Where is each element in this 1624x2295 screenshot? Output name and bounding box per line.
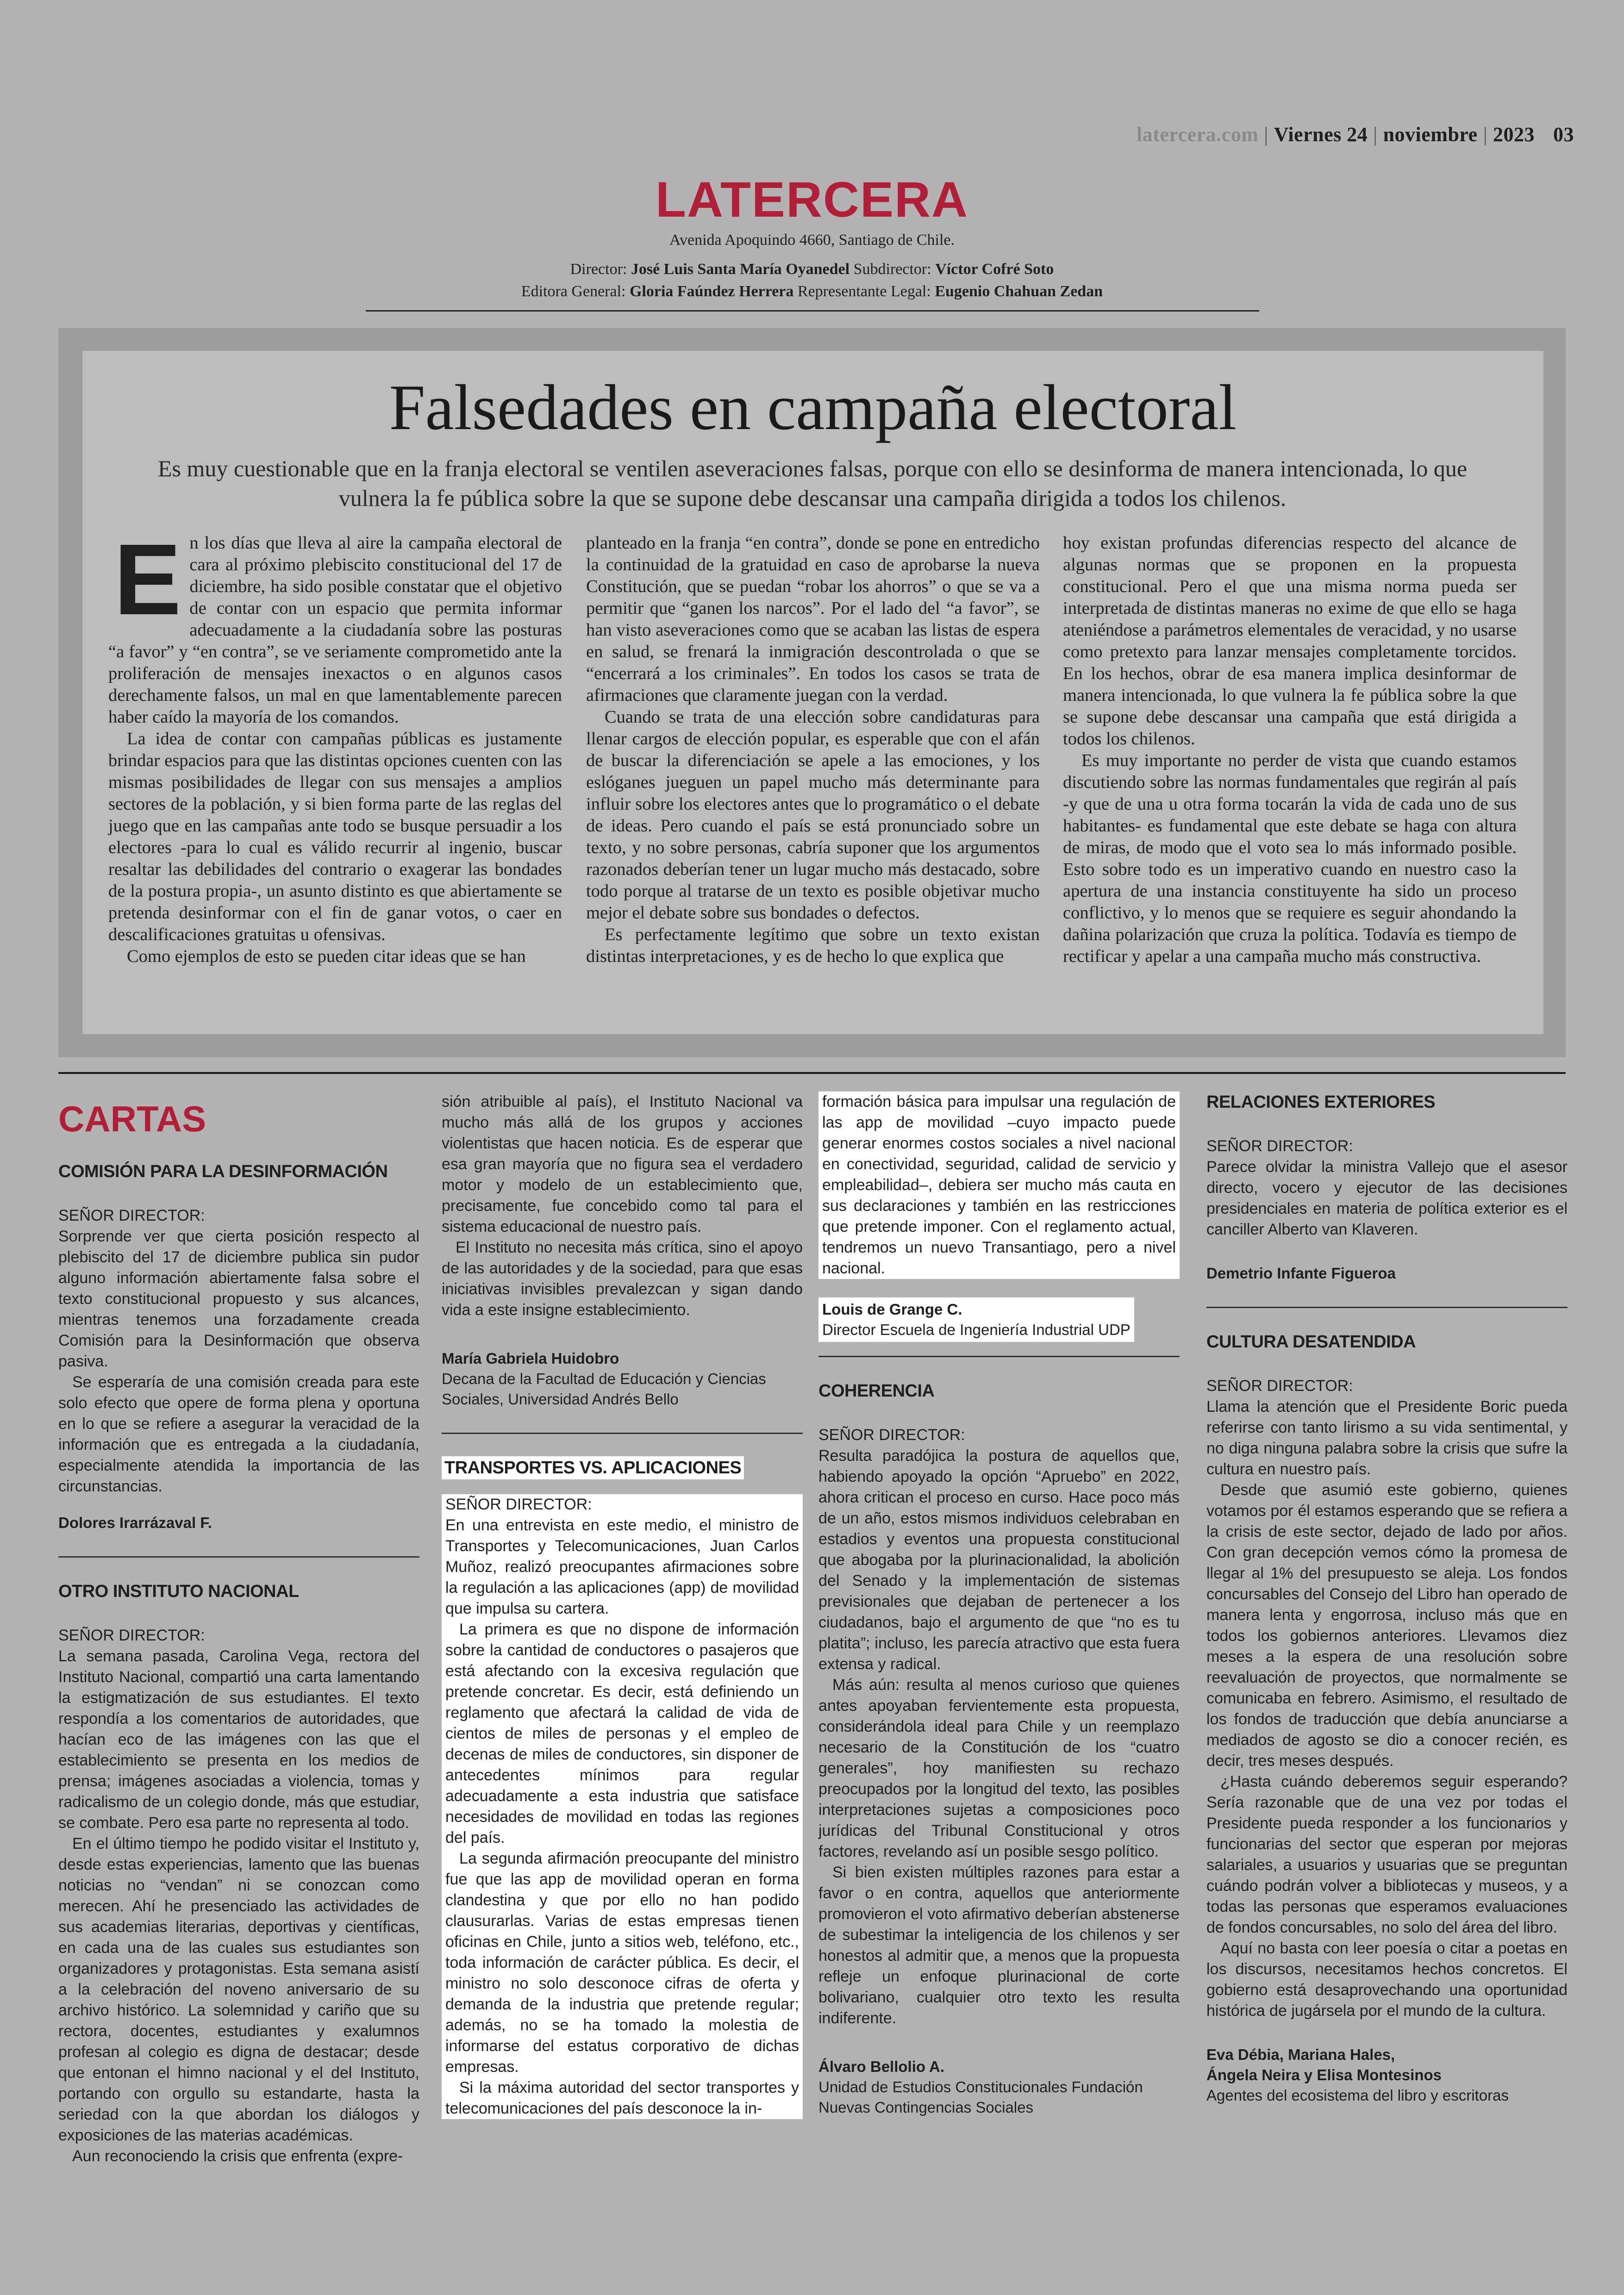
letter-signature: Louis de Grange C. bbox=[822, 1301, 962, 1318]
letters-column-3 bbox=[818, 1091, 1180, 2118]
column-divider bbox=[58, 1556, 419, 1558]
newspaper-address: Avenida Apoquindo 4660, Santiago de Chile. bbox=[669, 231, 955, 249]
letter-affiliation: Unidad de Estudios Constitucionales Fundación Nuevas Contingencias Sociales bbox=[818, 2078, 1143, 2116]
page-header-line: latercera.com | Viernes 24 | noviembre | 2023 03 bbox=[1136, 123, 1574, 146]
director-label: Director: bbox=[570, 261, 627, 278]
letter-paragraph: Desde que asumió este gobierno, quienes votamos por él estamos esperando que se refiera a la crisis de este sector, dejado de lado por años. Con gran decepción vemos cómo la promesa de llegar al 1% del presupuesto se aleja. Los fondos concursables del Consejo del Libro han operado de manera lenta y engorrosa, incluso más que en todos los gobiernos anteriores. Llevamos diez meses a la espera de una resolución sobre reevaluación de proyectos, que normalmente se comunicaba en febrero. Asimismo, el resultado de los fondos de traducción que debía anunciarse a mediados de agosto se dio a conocer recién, es decir, tres meses después. bbox=[1206, 1481, 1568, 1770]
letter-affiliation: Decana de la Facultad de Educación y Ciencias Sociales, Universidad Andrés Bello bbox=[442, 1370, 766, 1408]
newspaper-staff bbox=[0, 258, 1624, 303]
editorial-paragraph: La idea de contar con campañas públicas es justamente brindar espacios para que las distintas opciones cuenten con las mismas posibilidades de llegar con sus mensajes a amplios sectores de la población, y si bien forma parte de las reglas del juego que en las campañas ante todo se busque persuadir a los electores -para lo cual es válido recurrir al ingenio, buscar resaltar las debilidades del contrario o exagerar las bondades de la postura propia-, un asunto distinto es que abiertamente se pretenda desinformar con el fin de ganar votos, o caer en descalificaciones gratuitas u ofensivas. bbox=[108, 729, 562, 944]
letter-paragraph: Aquí no basta con leer poesía o citar a poetas en los discursos, necesitamos hechos concretos. El gobierno está desaprovechando una oportunidad histórica de jugársela por el mundo de la cultura. bbox=[1206, 1940, 1568, 2020]
letter-heading: OTRO INSTITUTO NACIONAL bbox=[58, 1582, 299, 1601]
editorial-paragraph: hoy existan profundas diferencias respecto del alcance de algunas normas que se proponen en la propuesta constitucional. Pero el que una misma norma pueda ser interpretada de distintas maneras no exime de que ello se haga ateniéndose a parámetros elementales de veracidad, y no usarse como pretexto para lanzar mensajes completamente torcidos. En los hechos, obrar de esa manera implica desinformar de manera intencionada, lo que vulnera la fe pública sobre la que se supone debe descansar una campaña que está dirigida a todos los chilenos. bbox=[1063, 533, 1517, 748]
letter-paragraph: sión atribuible al país), el Instituto Nacional va mucho más allá de los grupos y acciones violentistas que hacen noticia. Es de esperar que esa gran mayoría que no figura sea el verdadero motor y modelo de un establecimiento que, precisamente, fue concebido como tal para el sistema educacional de nuestro país. bbox=[442, 1093, 803, 1235]
letter-heading: CULTURA DESATENDIDA bbox=[1206, 1332, 1416, 1352]
letter-paragraph: La primera es que no dispone de información sobre la cantidad de conductores o pasajeros que está afectando con la excesiva regulación que pretende concretar. Es decir, está definiendo un reglamento que afectará la calidad de vida de cientos de miles de personas y el empleo de decenas de miles de conductores, sin disponer de antecedentes mínimos para regular adecuadamente a esta industria que satisface necesidades de movilidad en todas las regiones del país. bbox=[445, 1621, 799, 1846]
editorial-column-3 bbox=[1063, 532, 1517, 967]
letter-paragraph: La segunda afirmación preocupante del ministro fue que las app de movilidad operan en forma clandestina y que por ello no han podido clausurarlas. Varias de estas empresas tienen oficinas en Chile, junto a sitios web, teléfono, etc., toda información de carácter pública. Es decir, el ministro no solo desconoce cifras de oferta y demanda de la industria que pretende regular; además, no se ha tomado la molestia de informarse del estatus corporativo de dichas empresas. bbox=[445, 1850, 799, 2076]
letter-highlight-block bbox=[818, 1091, 1180, 1279]
letters-column-4 bbox=[1206, 1091, 1568, 2106]
letter-paragraph: Sorprende ver que cierta posición respecto al plebiscito del 17 de diciembre publica sin pudor alguno información abiertamente falsa sobre el texto constitucional propuesto y sus alcances, mientras tenemos una forzadamente creada Comisión para la Desinformación que observa pasiva. bbox=[58, 1228, 419, 1370]
director-name: José Luis Santa María Oyanedel bbox=[631, 261, 850, 278]
letter-paragraph: Si la máxima autoridad del sector transportes y telecomunicaciones del país desconoce la in- bbox=[445, 2079, 799, 2117]
letters-column-1 bbox=[58, 1161, 419, 2167]
letter-heading: COHERENCIA bbox=[818, 1381, 935, 1401]
subdirector-name: Víctor Cofré Soto bbox=[935, 261, 1054, 278]
cartas-section-title: CARTAS bbox=[58, 1098, 206, 1139]
legal-name: Eugenio Chahuan Zedan bbox=[935, 283, 1103, 300]
column-divider bbox=[442, 1433, 803, 1434]
editorial-dropcap: E bbox=[114, 524, 181, 636]
letter-signature: Ángela Neira y Elisa Montesinos bbox=[1206, 2066, 1442, 2083]
editorial-subtitle: Es muy cuestionable que en la franja electoral se ventilen aseveraciones falsas, porque con ello se desinforma de manera intencionada, lo que vulnera la fe pública sobre la que se supone debe descansar una campaña dirigida a todos los chilenos. bbox=[157, 455, 1468, 511]
letters-column-2 bbox=[442, 1091, 803, 2119]
letter-paragraph: Más aún: resulta al menos curioso que quienes antes apoyaban fervientemente esta propuesta, considerándola ideal para Chile y un reemplazo necesario de la Constitución de los “cuatro generales”, hoy manifiesten su rechazo preocupados por la longitud del texto, las posibles interpretaciones sujetas a composiciones poco jurídicas del Tribunal Constitucional y otros factores, revelando así un posible sesgo político. bbox=[818, 1676, 1180, 1860]
editorial-title: Falsedades en campaña electoral bbox=[389, 372, 1237, 443]
letter-heading bbox=[442, 1457, 803, 1478]
letter-paragraph: Parece olvidar la ministra Vallejo que el asesor directo, vocero y ejecutor de las decisiones presidenciales en materia de política exterior es el canciller Alberto van Klaveren. bbox=[1206, 1158, 1568, 1238]
letter-affiliation: Agentes del ecosistema del libro y escritoras bbox=[1206, 2087, 1509, 2104]
editorial-column-1 bbox=[108, 524, 562, 967]
letter-salutation: SEÑOR DIRECTOR: bbox=[58, 1627, 205, 1644]
letter-paragraph: En una entrevista en este medio, el ministro de Transportes y Telecomunicaciones, Juan Carlos Muñoz, realizó preocupantes afirmaciones sobre la regulación a las aplicaciones (app) de movilidad que impulsa su cartera. bbox=[445, 1516, 799, 1617]
letter-salutation: SEÑOR DIRECTOR: bbox=[58, 1207, 205, 1224]
header-day: Viernes 24 bbox=[1274, 123, 1368, 146]
letter-paragraph: Resulta paradójica la postura de aquellos que, habiendo apoyado la opción “Apruebo” en 2022, ahora critican el proceso en curso. Hace poco más de un año, estos mismos individuos celebraban en estadios y eventos una propuesta constitucional que abogaba por la plurinacionalidad, la abolición del Senado y la implementación de sistemas previsionales que dejaban de pertenecer a los ciudadanos, bajo el argumento de que “no es tu platita”; incluso, les parecía atractivo que esta fuera extensa y radical. bbox=[818, 1447, 1180, 1673]
editor-label: Editora General: bbox=[521, 283, 626, 300]
letter-signature-block bbox=[818, 1297, 1134, 1342]
column-divider bbox=[818, 1356, 1180, 1357]
newspaper-logo: LATERCERA bbox=[656, 171, 968, 227]
letter-paragraph: En el último tiempo he podido visitar el Instituto y, desde estas experiencias, lamento que las buenas noticias no “vendan” ni se conozcan como merecen. Ahí he presenciado las actividades de sus academias literarias, deportivas y científicas, en cada una de las cuales sus estudiantes son organizadores y protagonistas. Esta semana asistí a la celebración del noveno aniversario de su archivo histórico. La solemnidad y cariño que su rectora, docentes, estudiantes y exalumnos profesan al colegio es digna de destacar; desde que entonan el himno nacional y el del Instituto, portando con orgullo su estandarte, hasta la seriedad con la que abordan los diálogos y exposiciones de las materias académicas. bbox=[58, 1835, 419, 2144]
letter-paragraph: Si bien existen múltiples razones para estar a favor o en contra, aquellos que anteriormente promovieron el voto afirmativo deberían abstenerse de subestimar la inteligencia de los chilenos y ser honestos al admitir que, a menos que la propuesta refleje un enfoque plurinacional de corte bolivariano, cualquier otro texto les resulta indiferente. bbox=[818, 1864, 1180, 2027]
section-divider bbox=[58, 1072, 1566, 1074]
letter-paragraph: El Instituto no necesita más crítica, sino el apoyo de las autoridades y de la sociedad, para que esas iniciativas invisibles prevalezcan y sigan dando vida a este insigne establecimiento. bbox=[442, 1239, 803, 1319]
site-name[interactable]: latercera.com bbox=[1136, 123, 1259, 146]
editorial-paragraph: En los días que lleva al aire la campaña electoral de cara al próximo plebiscito constitucional del 17 de diciembre, ha sido posible constatar que el objetivo de contar con un espacio que permita informar adecuadamente a la ciudadanía sobre las posturas “a favor” y “en contra”, se ve seriamente comprometido ante la proliferación de mensajes inexactos o en algunos casos derechamente falsos, un mal en que lamentablemente parecen haber caído la mayoría de los comandos. bbox=[108, 524, 562, 727]
letter-paragraph: Se esperaría de una comisión creada para este solo efecto que opere de forma plena y oportuna en lo que se refiere a asegurar la veracidad de la información que es entregada a la ciudadanía, especialmente atendida la importancia de las circunstancias. bbox=[58, 1373, 419, 1495]
letter-highlight-block bbox=[442, 1494, 803, 2119]
letter-salutation: SEÑOR DIRECTOR: bbox=[1206, 1377, 1353, 1395]
editorial-paragraph: Como ejemplos de esto se pueden citar ideas que se han bbox=[127, 947, 526, 966]
editor-name: Gloria Faúndez Herrera bbox=[629, 283, 794, 300]
letter-salutation: SEÑOR DIRECTOR: bbox=[445, 1496, 592, 1513]
letter-signature: María Gabriela Huidobro bbox=[442, 1350, 619, 1367]
letter-salutation: SEÑOR DIRECTOR: bbox=[1206, 1137, 1353, 1155]
editorial-paragraph: Es perfectamente legítimo que sobre un texto existan distintas interpretaciones, y es de hecho lo que explica que bbox=[586, 925, 1040, 966]
letter-signature: Eva Débia, Mariana Hales, bbox=[1206, 2046, 1395, 2063]
letter-paragraph: Aun reconociendo la crisis que enfrenta (expre- bbox=[72, 2147, 403, 2165]
letter-heading: COMISIÓN PARA LA DESINFORMACIÓN bbox=[58, 1162, 388, 1181]
letter-salutation: SEÑOR DIRECTOR: bbox=[818, 1426, 965, 1444]
letter-signature: Dolores Irarrázaval F. bbox=[58, 1514, 212, 1531]
page-number: 03 bbox=[1553, 123, 1574, 146]
letter-paragraph: formación básica para impulsar una regulación de las app de movilidad –cuyo impacto puede generar enormes costos sociales a nivel nacional en conectividad, seguridad, calidad de servicio y empleabilidad–, debiera ser mucho más cauta en sus declaraciones y también en las restricciones que pretende imponer. Con el reglamento actual, tendremos un nuevo Transantiago, pero a nivel nacional. bbox=[822, 1093, 1176, 1277]
letter-paragraph: ¿Hasta cuándo deberemos seguir esperando? Sería razonable que de una vez por todas el Presidente pueda responder a los funcionarios y funcionarias del sector que esperan por mejoras salariales, a usuarios y usuarias que se preguntan cuándo podrán volver a bibliotecas y museos, y a todas las personas que esperamos evaluaciones de fondos concursables, no solo del área del libro. bbox=[1206, 1773, 1568, 1936]
letter-heading-highlight: TRANSPORTES VS. APLICACIONES bbox=[442, 1456, 744, 1479]
letter-heading: RELACIONES EXTERIORES bbox=[1206, 1092, 1436, 1112]
letter-signature: Álvaro Bellolio A. bbox=[818, 2058, 944, 2075]
column-divider bbox=[1206, 1307, 1568, 1308]
editorial-column-2 bbox=[586, 532, 1040, 967]
masthead-divider bbox=[366, 310, 1259, 312]
letter-affiliation: Director Escuela de Ingeniería Industrial UDP bbox=[822, 1321, 1131, 1338]
header-year: 2023 bbox=[1493, 123, 1535, 146]
legal-label: Representante Legal: bbox=[797, 283, 931, 300]
letter-paragraph: La semana pasada, Carolina Vega, rectora del Instituto Nacional, compartió una carta lamentando la estigmatización de sus estudiantes. El texto respondía a los comentarios de autoridades, que hacían eco de las imágenes con las que el establecimiento se presenta en los medios de prensa; imágenes asociadas a violencia, tomas y radicalismo de un colegio donde, más que estudiar, se combate. Pero esa parte no representa al todo. bbox=[58, 1647, 419, 1832]
editorial-paragraph: Es muy importante no perder de vista que cuando estamos discutiendo sobre las normas fundamentales que regirán al país -y que de una u otra forma tocarán la vida de cada uno de sus habitantes- es fundamental que este debate se haga con altura de miras, de modo que el voto sea lo más informado posible. Esto sobre todo es un imperativo cuando en nuestro caso la apertura de una instancia constituyente ha sido un proceso conflictivo, y lo menos que se requiere es seguir ahondando la dañina polarización que cruza la política. Todavía es tiempo de rectificar y apelar a una campaña mucho más constructiva. bbox=[1063, 751, 1517, 966]
letter-signature: Demetrio Infante Figueroa bbox=[1206, 1265, 1396, 1282]
editorial-paragraph: planteado en la franja “en contra”, donde se pone en entredicho la continuidad de la gratuidad en caso de aprobarse la nueva Constitución, que se puedan “robar los ahorros” o que se va a permitir que “ganen los narcos”. Por el lado del “a favor”, se han visto aseveraciones como que se acaban las listas de espera en salud, se frenará la inmigración descontrolada o que se “encerrará a los criminales”. En todos los casos se trata de afirmaciones que claramente juegan con la verdad. bbox=[586, 533, 1040, 705]
subdirector-label: Subdirector: bbox=[853, 261, 931, 278]
editorial-paragraph: Cuando se trata de una elección sobre candidaturas para llenar cargos de elección popular, es esperable que con el afán de buscar la diferenciación se apele a las emociones, y los eslóganes jueguen un papel mucho más determinante para influir sobre los electores antes que lo programático o el debate de ideas. Pero cuando el país se está pronunciado sobre un texto, y no sobre personas, cabría suponer que los argumentos razonados deberían tener un lugar mucho más destacado, sobre todo porque al tratarse de un texto es posible objetivar mucho mejor el debate sobre sus bondades o defectos. bbox=[586, 707, 1040, 923]
letter-paragraph: Llama la atención que el Presidente Boric pueda referirse con tanto lirismo a su vida sentimental, y no diga ninguna palabra sobre la crisis que sufre la cultura en nuestro país. bbox=[1206, 1398, 1568, 1478]
header-month: noviembre bbox=[1383, 123, 1478, 146]
